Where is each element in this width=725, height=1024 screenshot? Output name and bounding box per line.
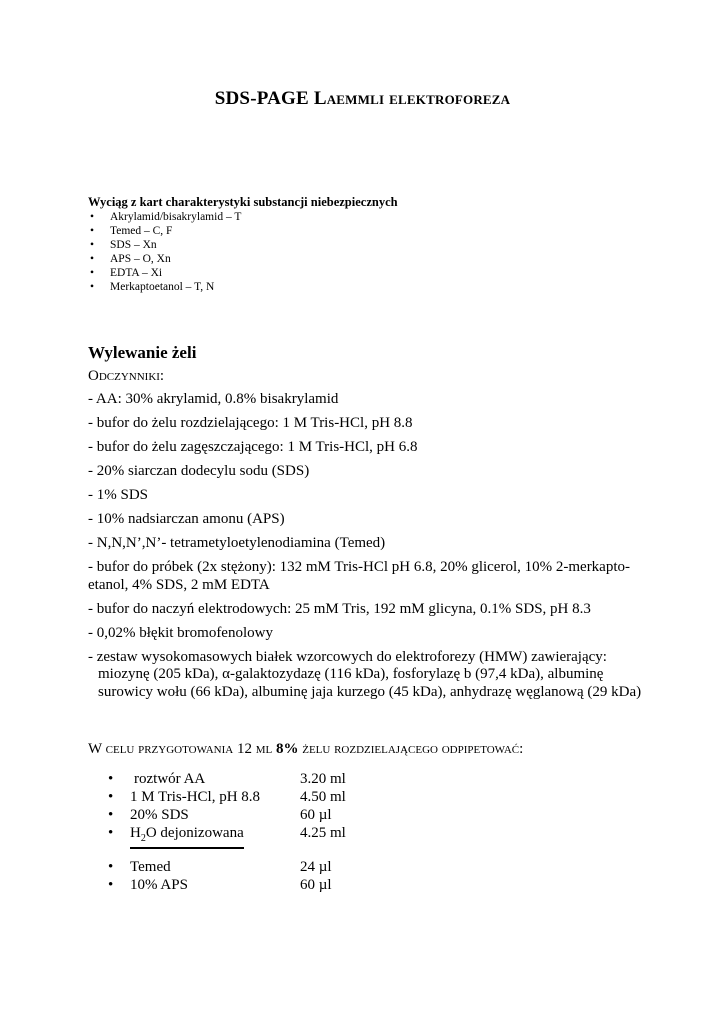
hazard-item: • SDS – Xn (90, 239, 157, 251)
component-volume: 3.20 ml (300, 771, 346, 787)
component-name: 20% SDS (130, 807, 189, 823)
reagent-item: - 10% nadsiarczan amonu (APS) (88, 511, 285, 527)
component-name: $H_2O$ dejonizowana (130, 825, 244, 844)
hazards-list (88, 210, 241, 294)
reagent-item: - 1% SDS (88, 487, 149, 503)
section-heading-gel-pouring: Wylewanie żeli (88, 343, 197, 362)
component-name: 1 M Tris-HCl, pH 8.8 (130, 789, 261, 805)
reagent-item: - AA: 30% akrylamid, 0.8% bisakrylamid (88, 391, 339, 407)
component-volume: 60 µl (300, 807, 332, 823)
bullet: • (108, 807, 114, 823)
hazard-item: • APS – O, Xn (90, 253, 171, 265)
hazards-heading: Wyciąg z kart charakterystyki substancji niebezpiecznych (88, 195, 398, 209)
bullet: • (90, 211, 95, 223)
bullet: • (90, 239, 95, 251)
hazard-item: • Akrylamid/bisakrylamid – T (90, 211, 242, 223)
bullet: • (108, 877, 114, 893)
document-title: SDS-PAGE Laemmli elektroforeza (214, 88, 511, 109)
bullet: • (108, 771, 114, 787)
bullet: • (90, 267, 95, 279)
reagent-item: - 20% siarczan dodecylu sodu (SDS) (88, 463, 310, 479)
bullet: • (90, 281, 95, 293)
reagent-item: - N,N,N’,N’- tetrametyloetylenodiamina (Temed) (88, 535, 386, 551)
component-volume: 4.50 ml (300, 789, 346, 805)
bullet: • (108, 789, 114, 805)
component-volume: 24 µl (300, 859, 332, 875)
reagent-item: - bufor do próbek (2x stężony): 132 mM Tris-HCl pH 6.8, 20% glicerol, 10% 2-merkapto-etanol, 4% SDS, 2 mM EDTA (88, 559, 631, 593)
bullet: • (90, 225, 95, 237)
bullet: • (90, 253, 95, 265)
hazard-item: • Merkaptoetanol – T, N (90, 281, 215, 293)
component-name: 10% APS (130, 877, 188, 893)
bullet: • (108, 859, 114, 875)
hazard-item: • Temed – C, F (90, 225, 173, 237)
separator-line (130, 847, 244, 849)
preparation-heading: W celu przygotowania 12 ml 8% żelu rozdzielającego odpipetować: (88, 741, 524, 757)
reagents-list (88, 391, 648, 708)
reagent-item: - bufor do żelu zagęszczającego: 1 M Tris-HCl, pH 6.8 (88, 439, 418, 455)
hazard-item: • EDTA – Xi (90, 267, 163, 279)
reagents-label: Odczynniki: (88, 368, 165, 384)
component-volume: 4.25 ml (300, 825, 346, 841)
reagent-item: - bufor do żelu rozdzielającego: 1 M Tris-HCl, pH 8.8 (88, 415, 413, 431)
reagent-item: - 0,02% błękit bromofenolowy (88, 624, 273, 641)
component-name: roztwór AA (134, 771, 206, 787)
reagent-item: - bufor do naczyń elektrodowych: 25 mM Tris, 192 mM glicyna, 0.1% SDS, pH 8.3 (88, 600, 591, 617)
reagent-item: - zestaw wysokomasowych białek wzorcowych do elektroforezy (HMW) zawierający: miozynę (205 kDa), α-galaktozydazę (116 kDa), fosforylazę b (97,4 kDa), albuminę surowicy wołu (66 kDa), albuminę jaja kurzego (45 kDa), anhydrazę węglanową (29 kDa) (88, 648, 642, 700)
component-name: Temed (130, 859, 171, 875)
component-volume: 60 µl (300, 877, 332, 893)
bullet: • (108, 825, 114, 841)
